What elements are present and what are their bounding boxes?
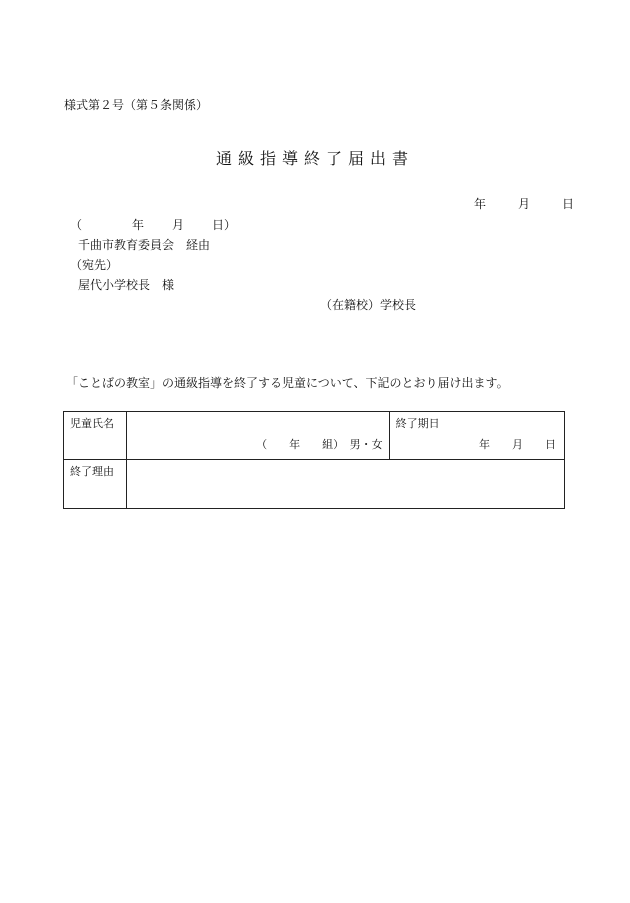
paren-month: 月 — [172, 218, 185, 232]
addressee: 屋代小学校長 様 — [78, 278, 175, 292]
destination-label: （宛先） — [70, 258, 119, 272]
form-number: 様式第２号（第５条関係） — [64, 98, 209, 112]
paren-open: （ — [70, 218, 83, 232]
paren-day: 日） — [212, 218, 237, 232]
child-name-label: 児童氏名 — [70, 417, 114, 430]
reason-field[interactable] — [127, 460, 565, 509]
grade-class-gender: （ 年 組） 男・女 — [256, 438, 383, 451]
end-date-field[interactable] — [389, 412, 564, 460]
reason-label: 終了理由 — [70, 465, 114, 478]
date-day: 日 — [562, 197, 575, 211]
submission-date — [474, 195, 574, 212]
date-month: 月 — [518, 197, 531, 211]
parenthetical-date — [70, 216, 236, 233]
child-name-field[interactable] — [127, 412, 390, 460]
date-year: 年 — [474, 197, 487, 211]
via-board: 千曲市教育委員会 経由 — [78, 238, 211, 252]
sender: （在籍校）学校長 — [320, 298, 417, 312]
end-date-value: 年 月 日 — [479, 438, 556, 451]
document-title: 通級指導終了届出書 — [215, 149, 414, 168]
child-name-label-cell — [64, 412, 127, 460]
reason-label-cell — [64, 460, 127, 509]
body-text: 「ことばの教室」の通級指導を終了する児童について、下記のとおり届け出ます。 — [66, 376, 509, 390]
paren-year: 年 — [132, 218, 145, 232]
form-table — [63, 411, 565, 509]
end-date-label: 終了期日 — [395, 417, 440, 430]
